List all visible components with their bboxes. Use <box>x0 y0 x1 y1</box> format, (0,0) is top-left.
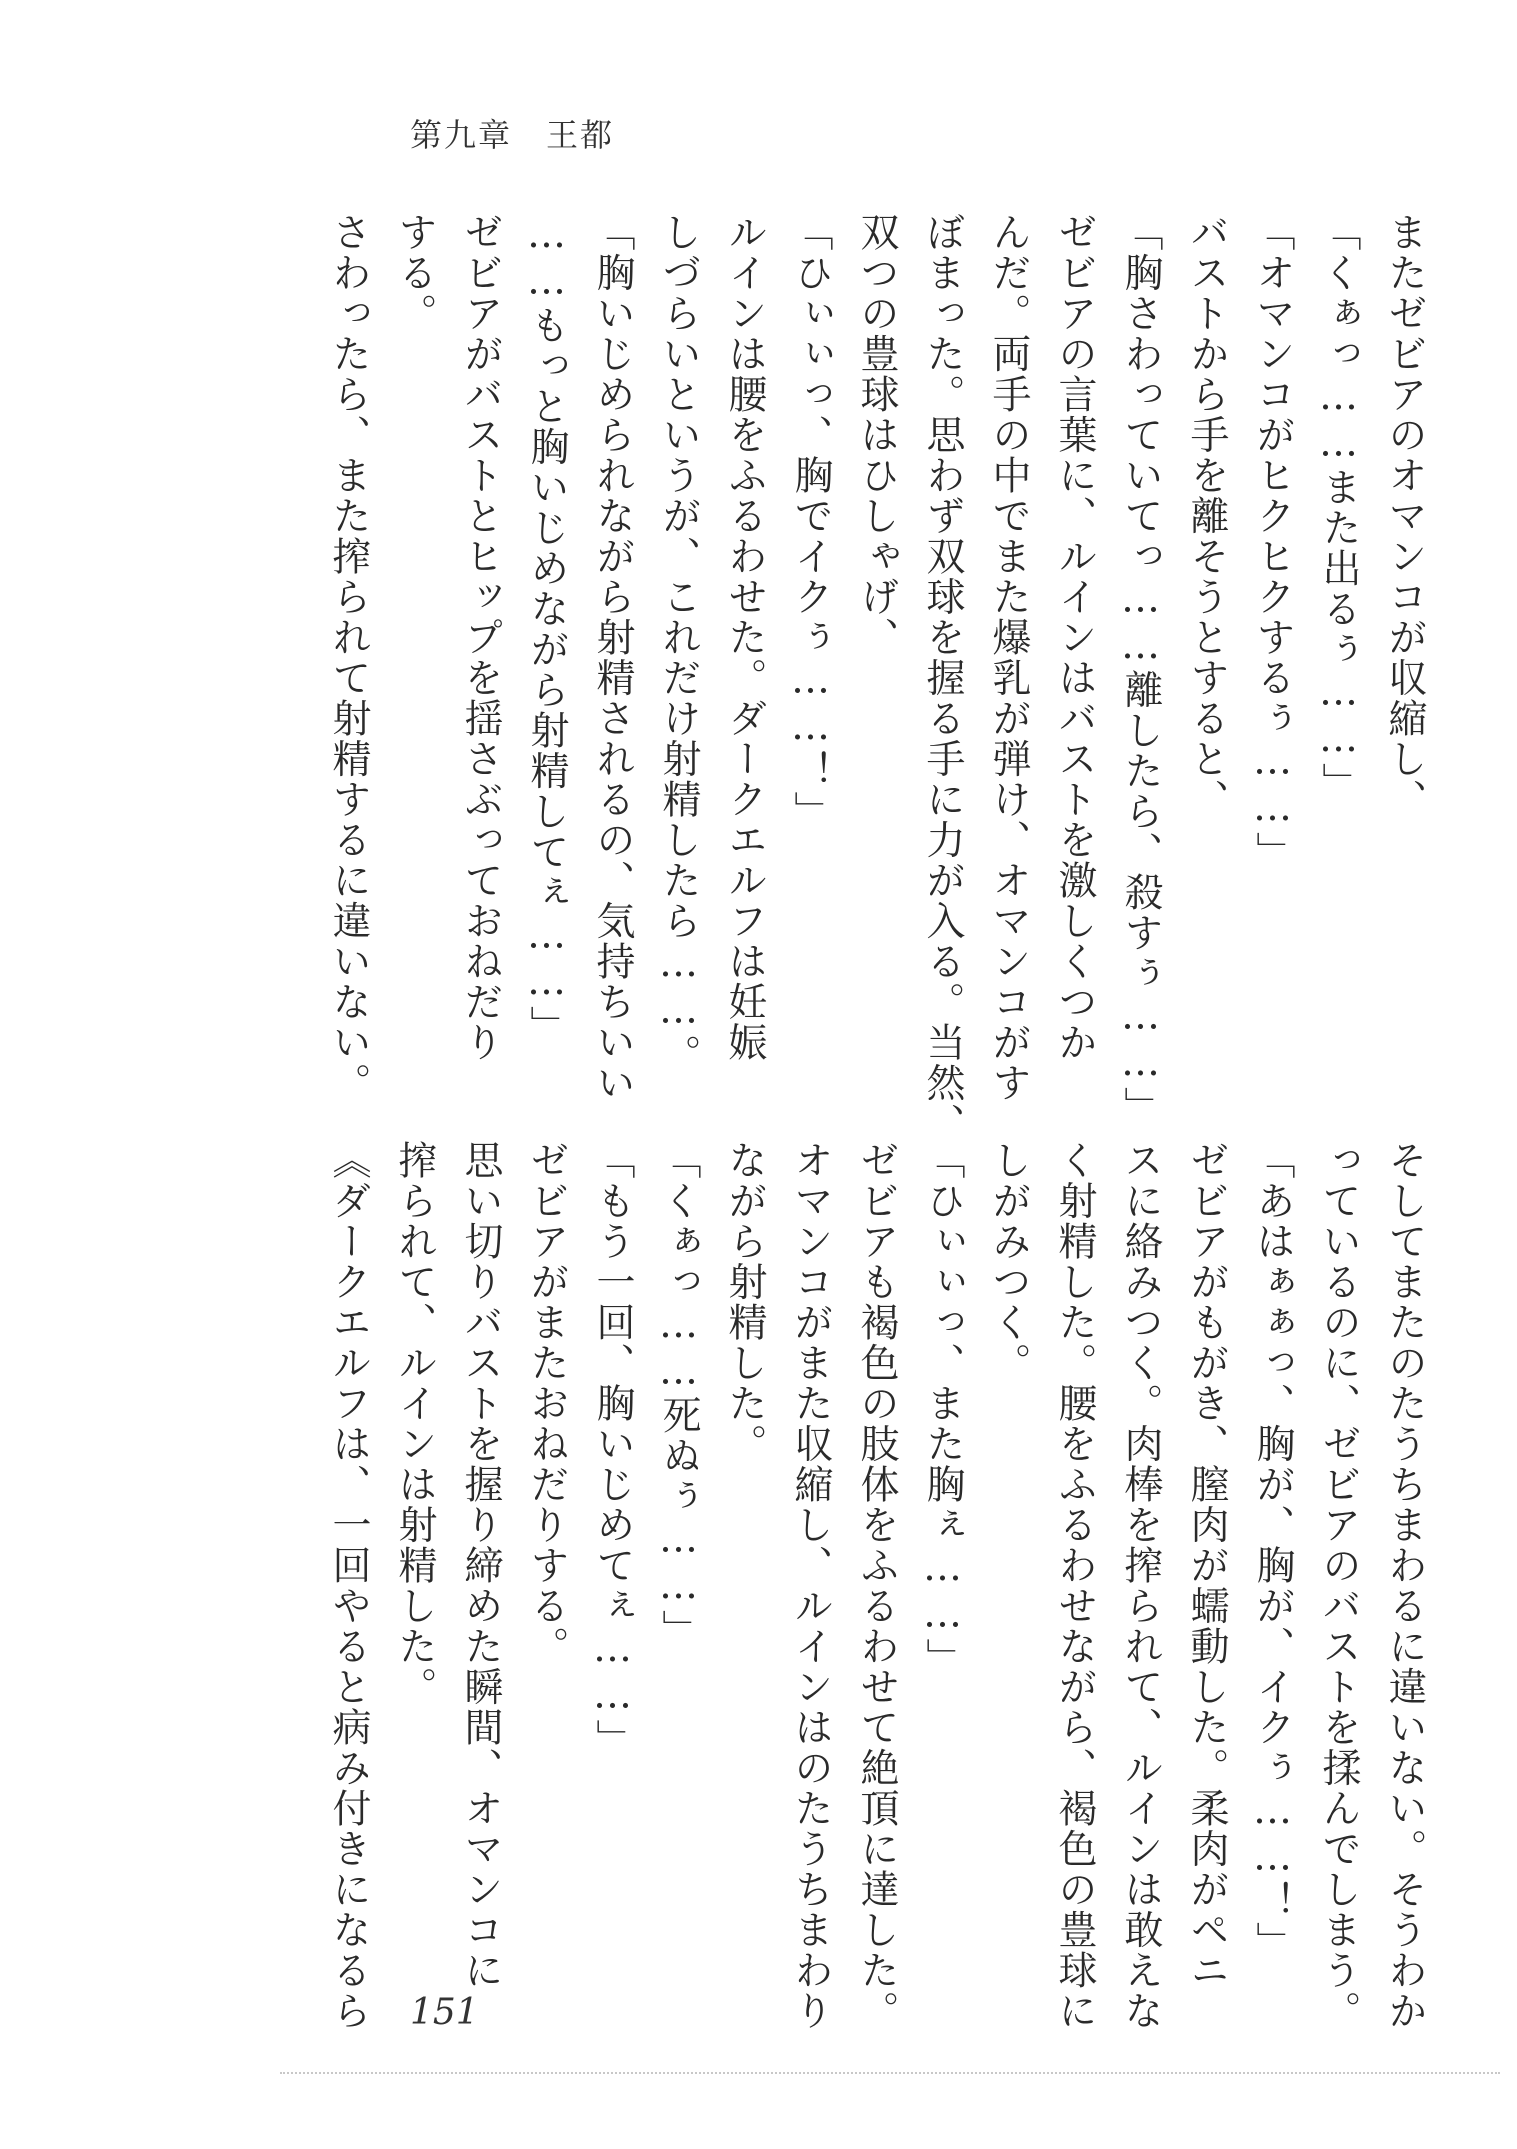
text-line: オマンコがまた収縮し、ルインはのたうちまわり <box>788 1140 833 2031</box>
text-line: 「くぁっ……また出るぅ……」 <box>1316 212 1361 803</box>
text-line: んだ。両手の中でまた爆乳が弾け、オマンコがす <box>986 212 1031 1103</box>
scan-edge-divider <box>280 2072 1500 2074</box>
text-line: スに絡みつく。肉棒を搾られて、ルインは敢えな <box>1118 1140 1163 2031</box>
text-line: しがみつく。 <box>986 1140 1031 1383</box>
text-line: ながら射精した。 <box>722 1140 767 1464</box>
text-line: ルインは腰をふるわせた。ダークエルフは妊娠 <box>722 212 767 1063</box>
upper-text-block <box>326 212 1437 1144</box>
running-head: 第九章 王都 <box>410 116 615 154</box>
page-number: 151 <box>410 1992 479 2033</box>
text-line: しづらいというが、これだけ射精したら……。 <box>656 212 701 1075</box>
text-line: 「胸いじめられながら射精されるの、気持ちいい <box>590 212 635 1103</box>
text-line: 双つの豊球はひしゃげ、 <box>854 212 899 658</box>
text-line: さわったら、また搾られて射精するに違いない。 <box>326 212 371 1103</box>
text-line: ……もっと胸いじめながら射精してぇ……」 <box>524 212 569 1046</box>
text-line: 《ダークエルフは、一回やると病み付きになるら <box>326 1140 371 2031</box>
text-line: 「オマンコがヒクヒクするぅ……」 <box>1250 212 1295 872</box>
text-line: ゼビアがまたおねだりする。 <box>524 1140 569 1667</box>
text-line: する。 <box>392 212 437 334</box>
text-line: ぼまった。思わず双球を握る手に力が入る。当然、 <box>920 212 965 1144</box>
text-line: またゼビアのオマンコが収縮し、 <box>1382 212 1427 820</box>
text-line: く射精した。腰をふるわせながら、褐色の豊球に <box>1052 1140 1097 2031</box>
text-line: ゼビアも褐色の肢体をふるわせて絶頂に達した。 <box>854 1140 899 2031</box>
text-line: 「胸さわっていてっ……離したら、殺すぅ……」 <box>1118 212 1163 1127</box>
text-line: 「ひぃぃっ、また胸ぇ……」 <box>920 1140 965 1679</box>
text-line: ゼビアがバストとヒップを揺さぶっておねだり <box>458 212 503 1063</box>
text-line: 「くぁっ……死ぬぅ……」 <box>656 1140 701 1650</box>
text-line: 「ひぃぃっ、胸でイクぅ……！」 <box>788 212 833 832</box>
text-line: 思い切りバストを握り締めた瞬間、オマンコに <box>458 1140 503 1991</box>
text-line: 「もう一回、胸いじめてぇ……」 <box>590 1140 635 1760</box>
text-line: ゼビアの言葉に、ルインはバストを激しくつか <box>1052 212 1097 1063</box>
text-line: 「あはぁぁっ、胸が、胸が、イクぅ……！」 <box>1250 1140 1295 1962</box>
text-line: 搾られて、ルインは射精した。 <box>392 1140 437 1707</box>
text-line: バストから手を離そうとすると、 <box>1184 212 1229 820</box>
text-line: ゼビアがもがき、膣肉が蠕動した。柔肉がペニ <box>1184 1140 1229 1991</box>
text-line: そしてまたのたうちまわるに違いない。そうわか <box>1382 1140 1427 2031</box>
text-line: っているのに、ゼビアのバストを揉んでしまう。 <box>1316 1140 1361 2031</box>
